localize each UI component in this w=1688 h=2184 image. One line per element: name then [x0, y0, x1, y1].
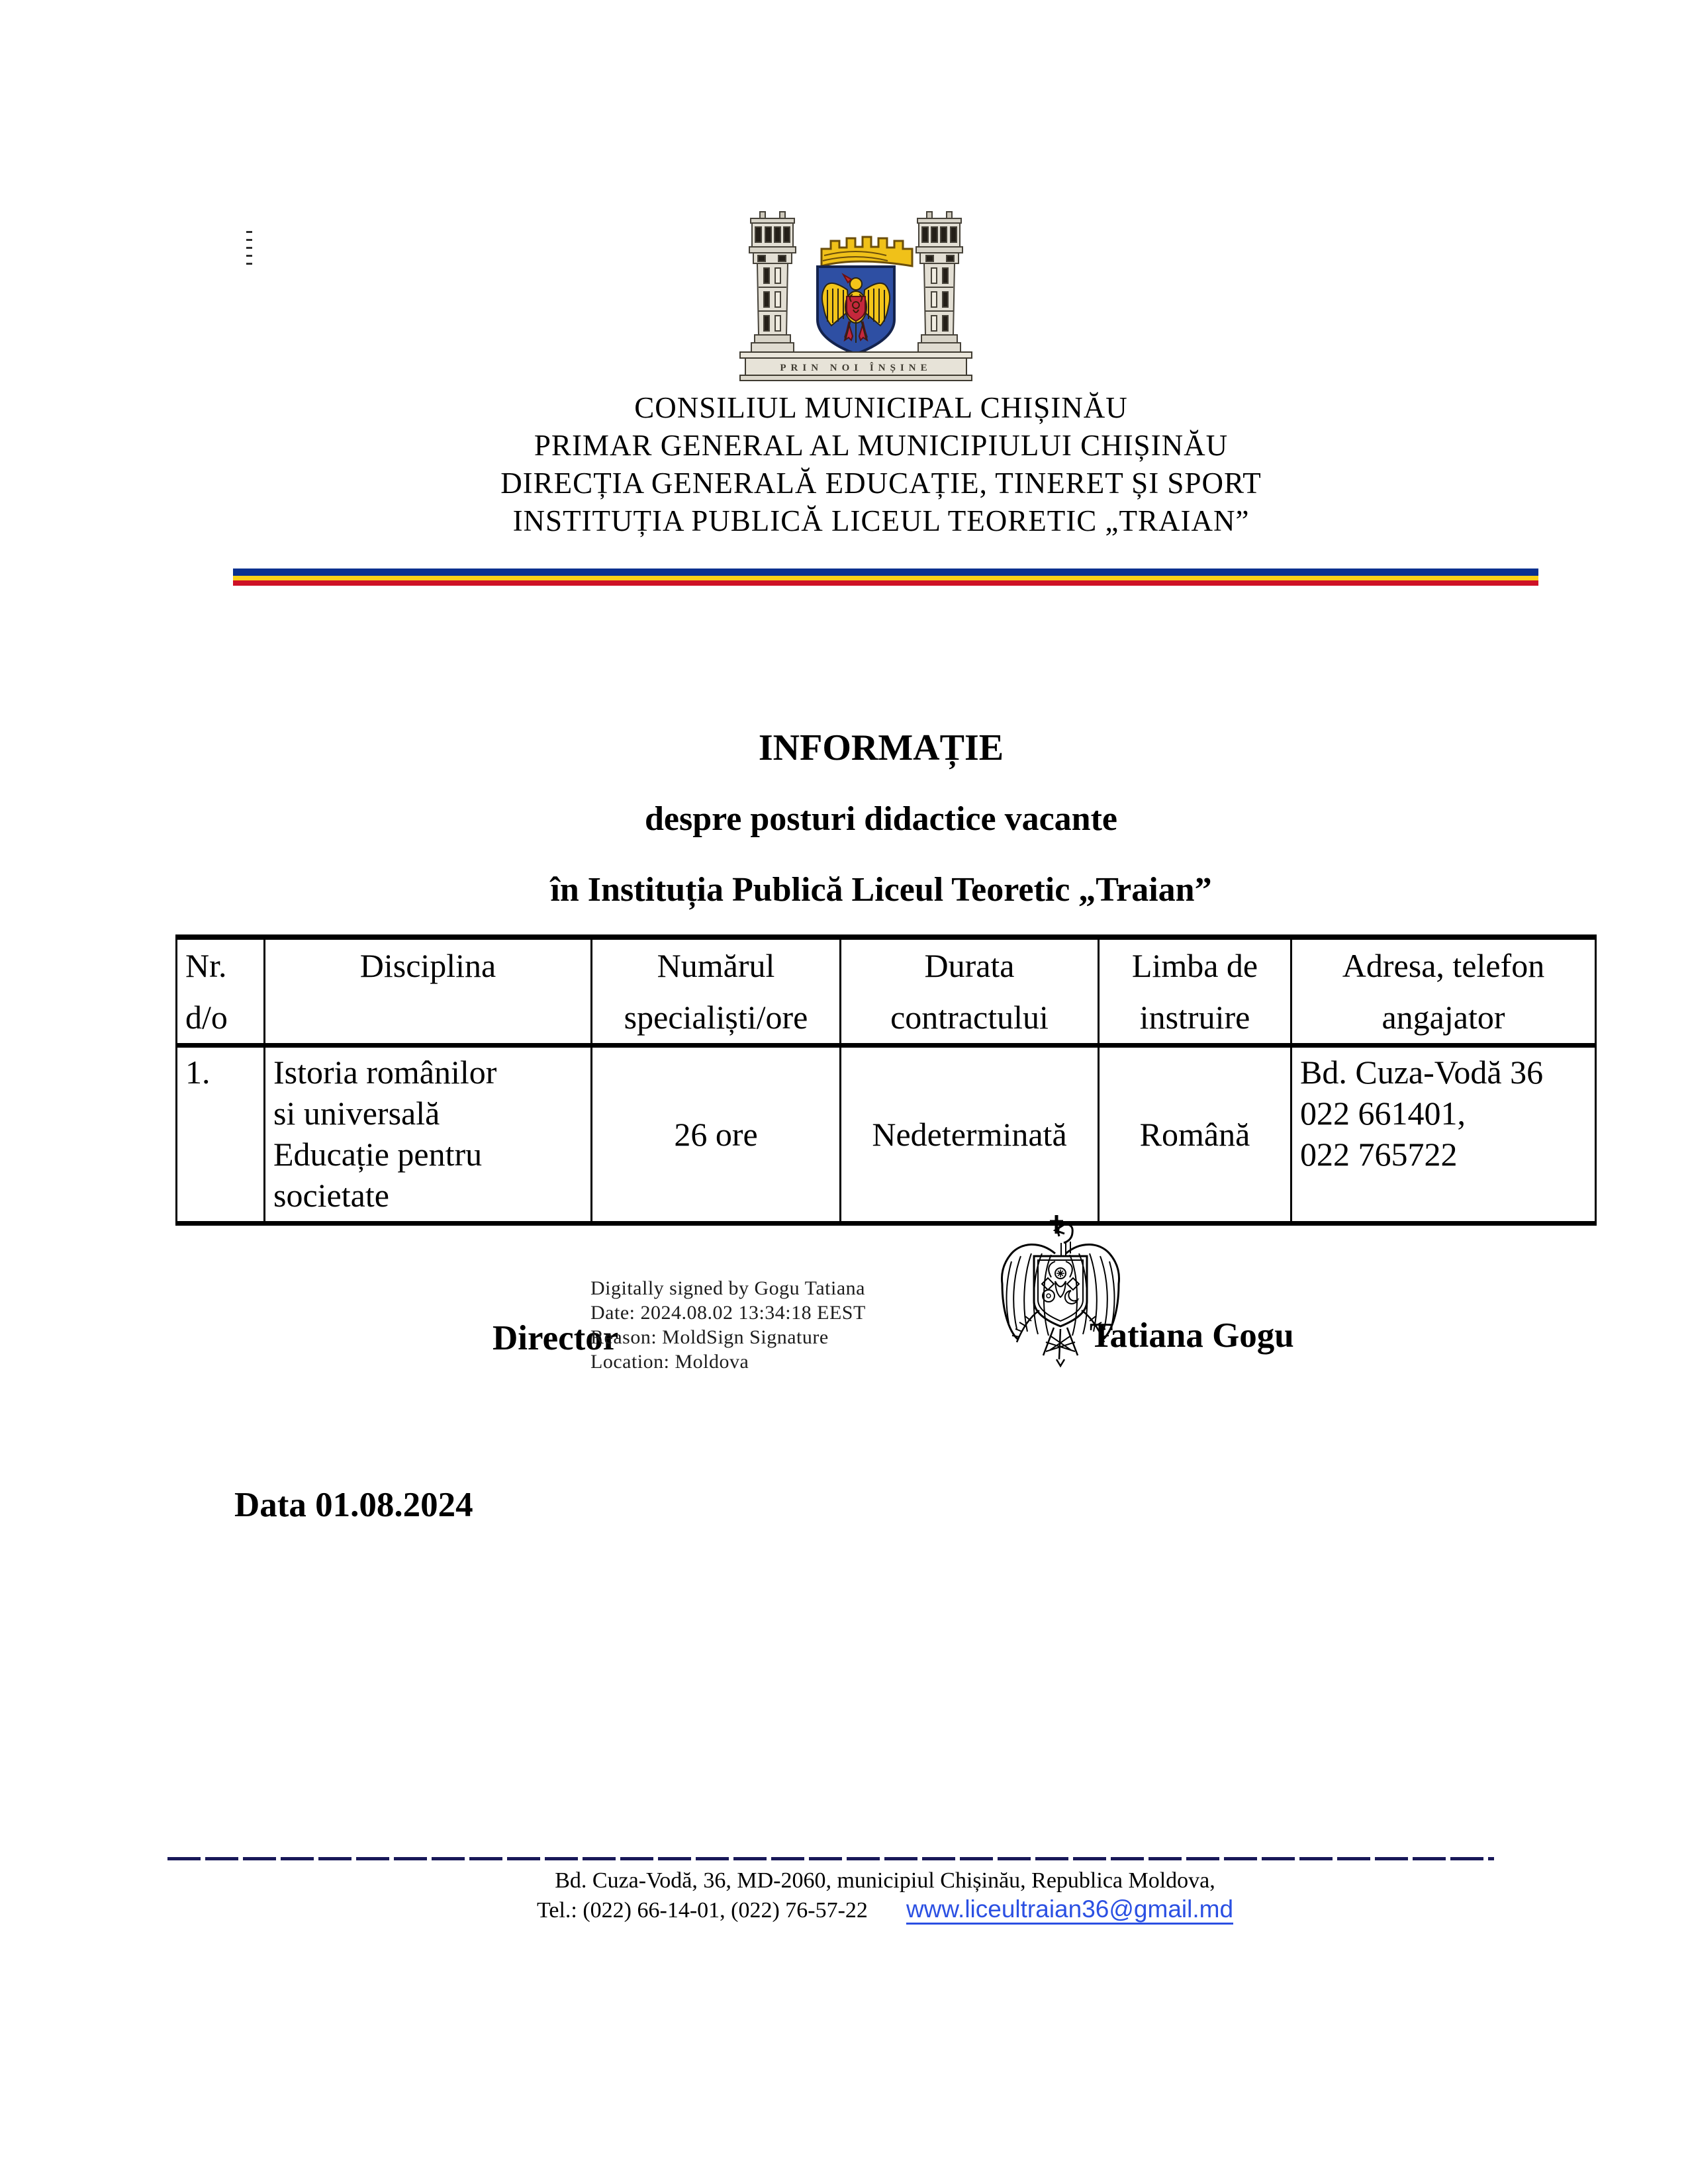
tricolor-rule: [233, 569, 1538, 586]
footer-address: Bd. Cuza-Vodă, 36, MD-2060, municipiul Chișinău, Republica Moldova,: [555, 1868, 1215, 1893]
footer-rule: [167, 1857, 1494, 1860]
digital-signature-text: Digitally signed by Gogu Tatiana Date: 2024.08.02 13:34:18 EEST Reason: MoldSign Signature Location: Moldova: [590, 1277, 866, 1373]
cell-disciplina: Istoria românilor si universală Educație pentru societate: [265, 1046, 592, 1224]
org-line-1: CONSILIUL MUNICIPAL CHIȘINĂU: [634, 391, 1128, 424]
table-header-row: [177, 937, 1596, 1046]
org-line-3: DIRECȚIA GENERALĂ EDUCAȚIE, TINERET ȘI SPORT: [500, 467, 1262, 500]
cell-nr: 1.: [177, 1046, 265, 1224]
org-header: [175, 389, 1587, 540]
col-header-durata: Durata contractului: [841, 937, 1099, 1046]
signer-name: Tatiana Gogu: [1090, 1316, 1294, 1355]
org-line-4: INSTITUȚIA PUBLICĂ LICEUL TEORETIC „TRAIAN”: [512, 504, 1250, 537]
cell-durata: Nedeterminată: [841, 1046, 1099, 1224]
shield: [818, 267, 894, 354]
margin-tick-marks: [246, 231, 252, 271]
chisinau-coat-of-arms-icon: [731, 204, 981, 384]
right-tower: [916, 212, 962, 352]
pedestal: [740, 352, 972, 381]
cell-adresa: Bd. Cuza-Vodă 36 022 661401, 022 765722: [1291, 1046, 1596, 1224]
col-header-limba: Limba de instruire: [1099, 937, 1291, 1046]
director-label: Director: [492, 1319, 619, 1357]
col-header-disciplina: Disciplina: [265, 937, 592, 1046]
doc-subtitle-2: în Instituția Publică Liceul Teoretic „Traian”: [550, 871, 1212, 909]
col-header-numarul: Numărul specialiști/ore: [592, 937, 841, 1046]
org-line-2: PRIMAR GENERAL AL MUNICIPIULUI CHIȘINĂU: [534, 429, 1229, 462]
table-row: [177, 1046, 1596, 1224]
date-line: Data 01.08.2024: [234, 1486, 473, 1524]
left-tower: [749, 212, 796, 352]
footer: [91, 1866, 1679, 1925]
emblem-motto: PRIN NOI ÎNȘINE: [780, 363, 932, 373]
doc-title: INFORMAȚIE: [758, 727, 1004, 768]
doc-subtitle-1: despre posturi didactice vacante: [645, 800, 1117, 838]
footer-email-link[interactable]: www.liceultraian36@gmail.md: [906, 1895, 1233, 1925]
footer-phone: Tel.: (022) 66-14-01, (022) 76-57-22: [536, 1898, 868, 1923]
col-header-nr: Nr. d/o: [177, 937, 265, 1046]
col-header-adresa: Adresa, telefon angajator: [1291, 937, 1596, 1046]
cell-limba: Română: [1099, 1046, 1291, 1224]
document-title-block: [175, 728, 1587, 910]
mural-crown: [821, 237, 912, 266]
chest-shield: [847, 295, 865, 321]
cell-ore: 26 ore: [592, 1046, 841, 1224]
vacancies-table: [175, 934, 1597, 1226]
